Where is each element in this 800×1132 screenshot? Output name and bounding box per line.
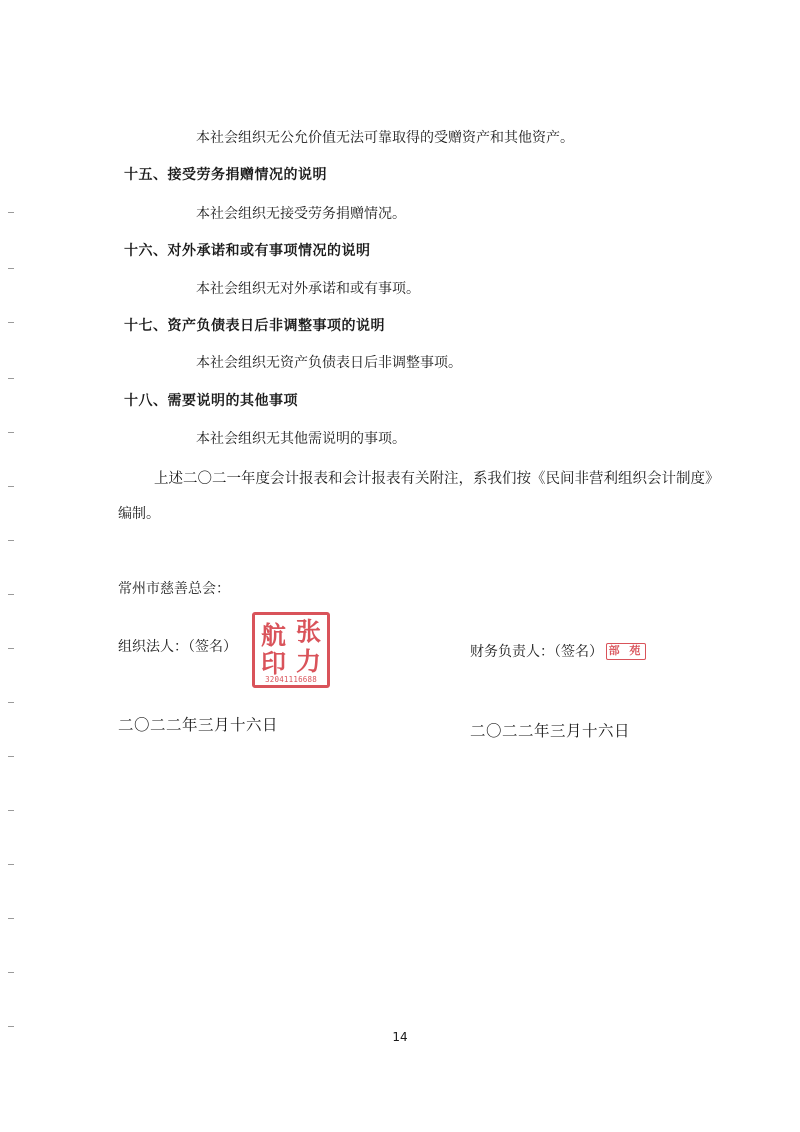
section-body-17: 本社会组织无资产负债表日后非调整事项。 [196, 355, 462, 371]
section-heading-17: 十七、资产负债表日后非调整事项的说明 [124, 318, 385, 334]
legal-rep-seal [252, 612, 330, 688]
seal-char: 张 [295, 617, 321, 646]
section-heading-15: 十五、接受劳务捐赠情况的说明 [124, 167, 327, 183]
section-body-16: 本社会组织无对外承诺和或有事项。 [196, 281, 420, 297]
seal-char: 印 [261, 649, 287, 678]
seal-char: 航 [261, 621, 287, 650]
legal-rep-signature-label: 组织法人：（签名） [118, 639, 237, 655]
section-heading-18: 十八、需要说明的其他事项 [124, 393, 298, 409]
organization-name: 常州市慈善总会： [118, 581, 230, 597]
section-heading-16: 十六、对外承诺和或有事项情况的说明 [124, 243, 371, 259]
date-left: 二〇二二年三月十六日 [118, 716, 279, 734]
section-body-18: 本社会组织无其他需说明的事项。 [196, 431, 406, 447]
seal-code: 32041116688 [265, 675, 317, 684]
intro-paragraph: 本社会组织无公允价值无法可靠取得的受赠资产和其他资产。 [196, 130, 574, 146]
finance-head-signature-label: 财务负责人：（签名） [470, 644, 603, 660]
seal-char: 力 [295, 647, 321, 676]
closing-statement-line1: 上述二〇二一年度会计报表和会计报表有关附注，系我们按《民间非营利组织会计制度》 [154, 471, 720, 487]
section-body-15: 本社会组织无接受劳务捐赠情况。 [196, 206, 406, 222]
date-right: 二〇二二年三月十六日 [470, 722, 631, 740]
page-number: 14 [392, 1030, 408, 1044]
closing-statement-line2: 编制。 [118, 506, 160, 522]
finance-head-seal: 部 苑 [606, 643, 646, 660]
